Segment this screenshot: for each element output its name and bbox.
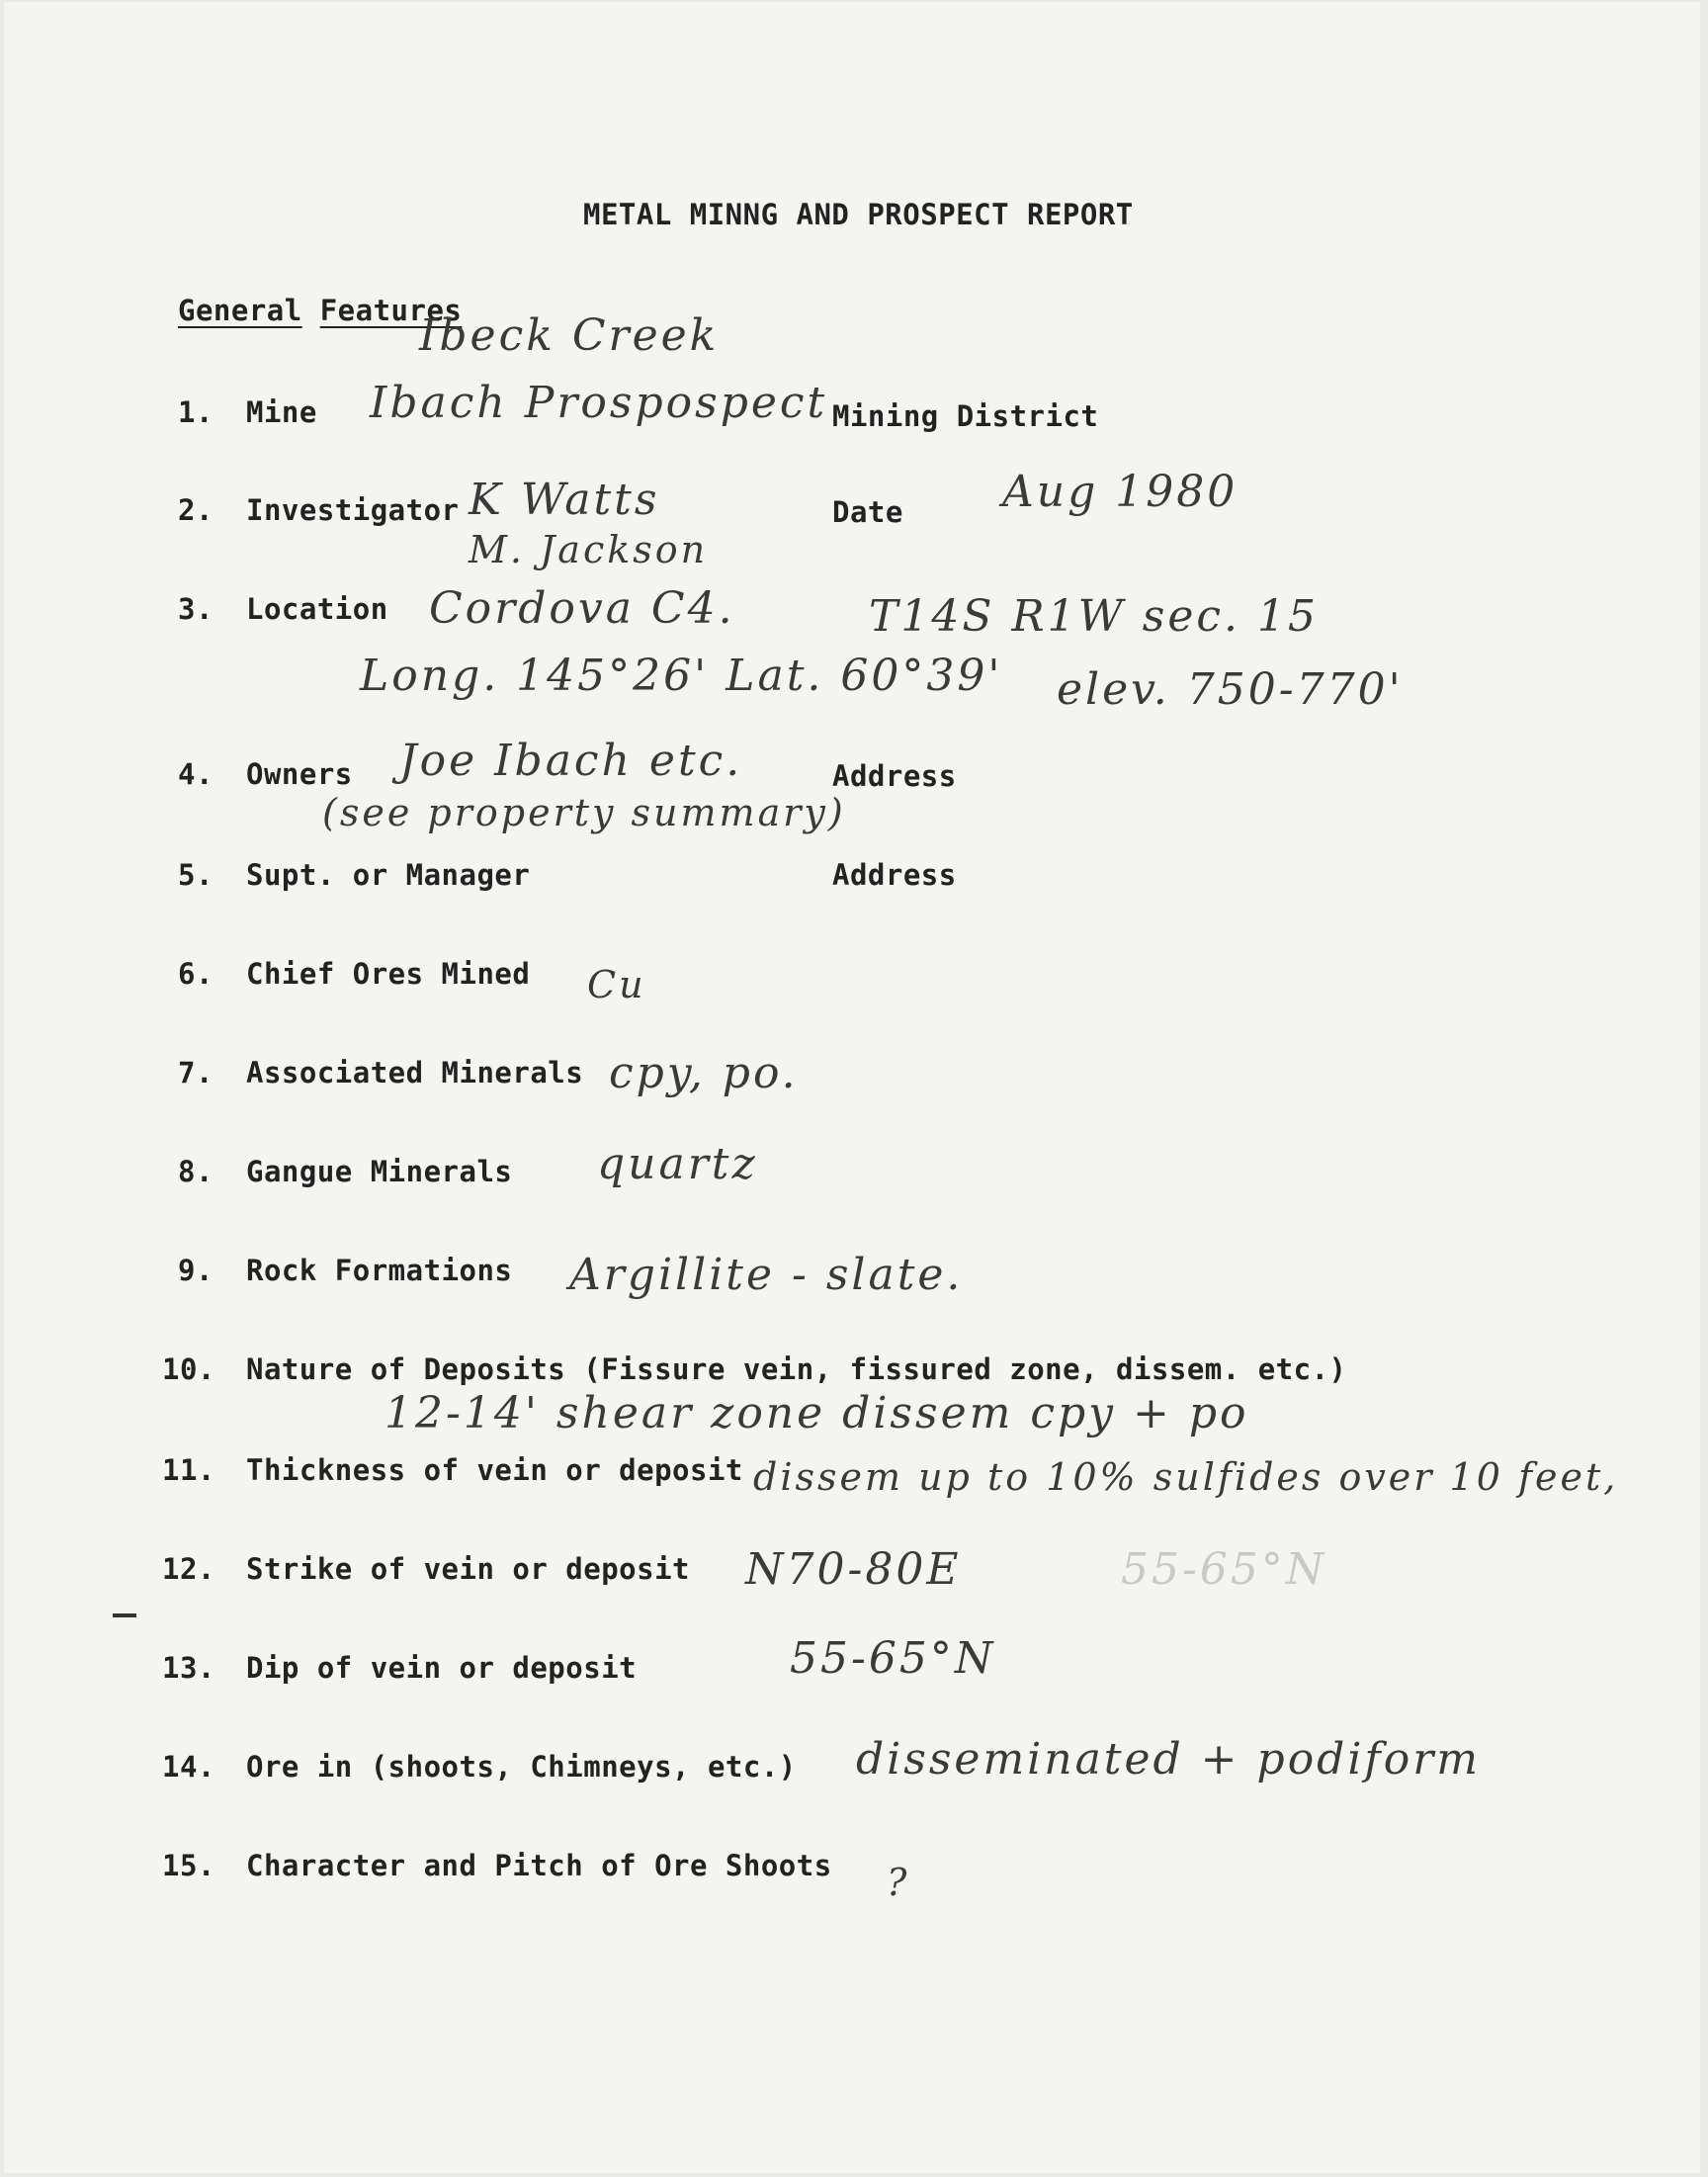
handwritten-location-2: T14S R1W sec. 15 xyxy=(869,591,1320,642)
item-number-15: 15. xyxy=(162,1849,215,1882)
section-heading-word-1: General xyxy=(178,294,302,327)
handwritten-dip: 55-65°N xyxy=(790,1633,996,1684)
item-number-8: 8. xyxy=(178,1155,214,1188)
handwritten-character: ? xyxy=(887,1861,910,1904)
handwritten-chief-ores: Cu xyxy=(587,963,646,1006)
item-number-13: 13. xyxy=(162,1651,215,1685)
handwritten-associated: cpy, po. xyxy=(609,1048,799,1098)
handwritten-owners-1: Joe Ibach etc. xyxy=(399,736,743,786)
item-number-7: 7. xyxy=(178,1056,214,1089)
handwritten-location-4: elev. 750-770' xyxy=(1057,664,1404,715)
handwritten-mine: Ibach Prospospect xyxy=(370,378,828,428)
item-label-nature-of-deposits: Nature of Deposits (Fissure vein, fissured zone, dissem. etc.) xyxy=(246,1352,1347,1386)
item-label-mine: Mine xyxy=(246,395,317,429)
item-number-6: 6. xyxy=(178,957,214,991)
handwritten-rock: Argillite - slate. xyxy=(569,1250,964,1300)
item-label-supt-address: Address xyxy=(832,858,957,892)
item-number-9: 9. xyxy=(178,1254,214,1287)
report-page xyxy=(4,2,1700,2173)
section-heading-word-2: Features xyxy=(319,294,463,327)
item-label-associated-minerals: Associated Minerals xyxy=(246,1056,584,1089)
item-label-owners-address: Address xyxy=(832,759,957,793)
item-number-5: 5. xyxy=(178,858,214,892)
item-number-12: 12. xyxy=(162,1552,215,1586)
handwritten-gangue: quartz xyxy=(597,1139,758,1189)
handwritten-strike: N70-80E xyxy=(745,1544,962,1595)
item-label-thickness: Thickness of vein or deposit xyxy=(246,1453,743,1487)
handwritten-strike-faint: 55-65°N xyxy=(1121,1544,1327,1595)
item-label-investigator: Investigator xyxy=(246,493,460,527)
handwritten-owners-2: (see property summary) xyxy=(322,791,846,834)
item-number-14: 14. xyxy=(162,1750,215,1784)
item-label-date: Date xyxy=(832,495,903,529)
item-number-1: 1. xyxy=(178,395,214,429)
handwritten-investigator-2: M. Jackson xyxy=(469,528,709,571)
item-label-owners: Owners xyxy=(246,757,353,791)
handwritten-thickness: dissem up to 10% sulfides over 10 feet, xyxy=(753,1455,1619,1499)
item-label-chief-ores: Chief Ores Mined xyxy=(246,957,531,991)
handwritten-location-1: Cordova C4. xyxy=(429,583,735,634)
margin-dash xyxy=(113,1613,136,1617)
item-label-mining-district: Mining District xyxy=(832,399,1099,433)
item-number-11: 11. xyxy=(162,1453,215,1487)
item-label-rock-formations: Rock Formations xyxy=(246,1254,513,1287)
handwritten-investigator-1: K Watts xyxy=(469,475,660,525)
item-label-character-pitch: Character and Pitch of Ore Shoots xyxy=(246,1849,832,1882)
handwritten-date: Aug 1980 xyxy=(1002,467,1238,517)
item-label-location: Location xyxy=(246,592,388,626)
handwritten-mine-above: Ibeck Creek xyxy=(419,310,720,361)
item-number-2: 2. xyxy=(178,493,214,527)
item-number-4: 4. xyxy=(178,757,214,791)
item-label-dip: Dip of vein or deposit xyxy=(246,1651,638,1685)
item-number-3: 3. xyxy=(178,592,214,626)
handwritten-location-3: Long. 145°26' Lat. 60°39' xyxy=(360,651,1003,701)
item-label-supt-manager: Supt. or Manager xyxy=(246,858,531,892)
item-number-10: 10. xyxy=(162,1352,215,1386)
item-label-gangue-minerals: Gangue Minerals xyxy=(246,1155,513,1188)
report-title: METAL MINNG AND PROSPECT REPORT xyxy=(583,198,1134,231)
handwritten-nature: 12-14' shear zone dissem cpy + po xyxy=(384,1388,1249,1438)
handwritten-ore-in: disseminated + podiform xyxy=(856,1734,1481,1785)
item-label-strike: Strike of vein or deposit xyxy=(246,1552,690,1586)
item-label-ore-in: Ore in (shoots, Chimneys, etc.) xyxy=(246,1750,797,1784)
